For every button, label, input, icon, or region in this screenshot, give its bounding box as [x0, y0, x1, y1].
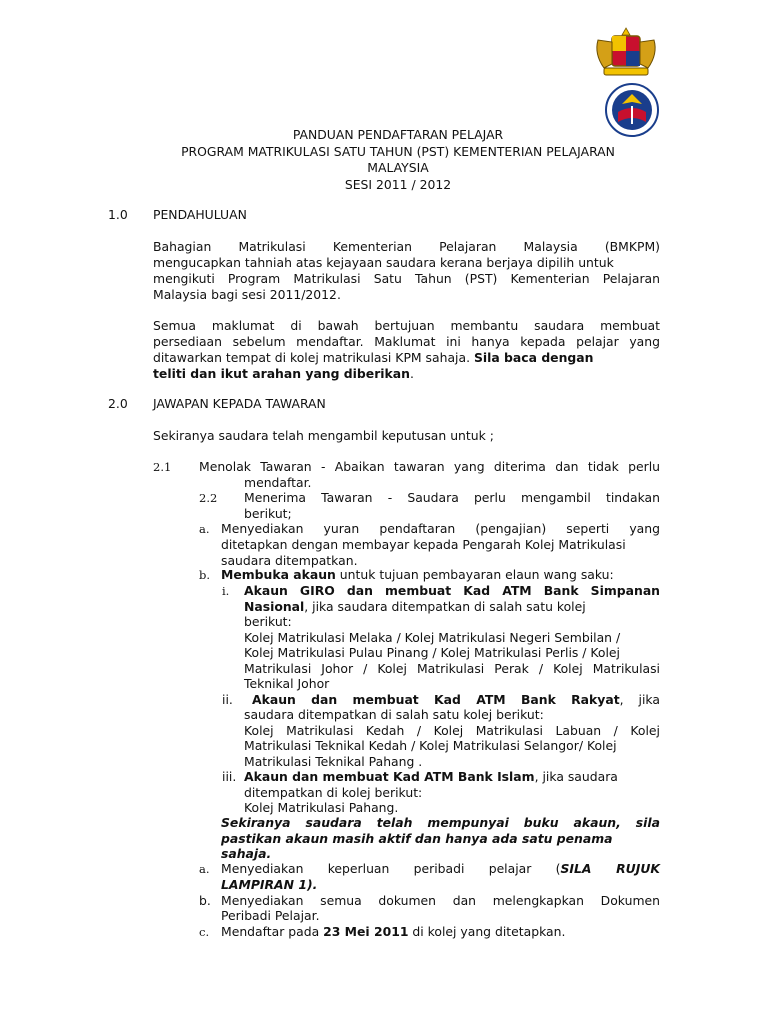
s1-p1-line-1: Bahagian Matrikulasi Kementerian Pelajaran Malaysia (BMKPM)	[153, 239, 660, 254]
s2-intro: Sekiranya saudara telah mengambil keputusan untuk ;	[153, 428, 494, 443]
item-ii-line-1	[252, 692, 660, 708]
s1-p1-line-4: Malaysia bagi sesi 2011/2012.	[153, 287, 341, 302]
account-note-line-2: pastikan akaun masih aktif dan hanya ada satu penama	[221, 831, 613, 846]
item-c1-bold-italic: SILA RUJUK	[560, 861, 660, 876]
item-a-mark: a.	[199, 522, 210, 536]
item-c2-line-2: Peribadi Pelajar.	[221, 908, 320, 923]
item-iii-line-2: ditempatkan di kolej berikut:	[244, 785, 423, 800]
s1-p2-bold-b: teliti dan ikut arahan yang diberikan	[153, 366, 410, 381]
item-a-line-2: ditetapkan dengan membayar kepada Pengarah Kolej Matrikulasi	[221, 537, 626, 552]
title-line-3: MALAYSIA	[367, 160, 429, 175]
account-note-line-3: sahaja.	[221, 846, 272, 861]
s1-p2-end: .	[409, 366, 414, 381]
item-iii-rest: , jika saudara	[534, 769, 618, 784]
item-ii-line-2: saudara ditempatkan di salah satu kolej berikut:	[244, 707, 544, 722]
item-ii-rest: , jika	[619, 692, 660, 707]
item-iii-line-1	[244, 769, 618, 785]
item-i-line-4: Kolej Matrikulasi Melaka / Kolej Matrikulasi Negeri Sembilan /	[244, 630, 621, 645]
item-i-mark: i.	[222, 584, 230, 598]
item-i-line-3: berikut:	[244, 614, 292, 629]
section-1-number: 1.0	[108, 207, 128, 222]
item-iii-mark: iii.	[222, 769, 237, 784]
s1-p2-line-1: Semua maklumat di bawah bertujuan membantu saudara membuat	[153, 318, 660, 333]
item-2-1-line-2: mendaftar.	[244, 475, 312, 490]
item-ii-line-3: Kolej Matrikulasi Kedah / Kolej Matrikulasi Labuan / Kolej	[244, 723, 660, 738]
account-note-line-1: Sekiranya saudara telah mempunyai buku akaun, sila	[221, 815, 660, 830]
s1-p2-line-3-text: ditawarkan tempat di kolej matrikulasi KPM sahaja.	[153, 350, 471, 365]
title-line-2: PROGRAM MATRIKULASI SATU TAHUN (PST) KEMENTERIAN PELAJARAN	[181, 143, 615, 159]
s1-p2-line-3	[153, 350, 593, 366]
title-line-4: SESI 2011 / 2012	[344, 176, 452, 192]
item-iii-bold: Akaun dan membuat Kad ATM Bank Islam	[244, 769, 535, 784]
item-2-2-line-2: berikut;	[244, 506, 292, 521]
item-iii-line-3: Kolej Matrikulasi Pahang.	[244, 800, 399, 815]
item-i-line-1	[244, 583, 660, 599]
document-title	[100, 127, 696, 193]
s1-p2-bold-a: Sila baca dengan	[473, 350, 594, 365]
item-ii-line-4: Matrikulasi Teknikal Kedah / Kolej Matrikulasi Selangor/ Kolej	[244, 738, 617, 753]
item-2-1-number: 2.1	[153, 460, 172, 474]
item-i-line-2	[244, 599, 586, 615]
item-c3-mark: c.	[199, 925, 210, 939]
item-c1-mark: a.	[199, 862, 210, 876]
title-line-1: PANDUAN PENDAFTARAN PELAJAR	[292, 127, 504, 142]
item-c3-date: 23 Mei 2011	[323, 924, 409, 939]
item-i-bold-1: Akaun GIRO dan membuat Kad ATM Bank Simpanan	[244, 583, 660, 598]
s1-p2-line-4	[153, 366, 414, 382]
item-b-rest: untuk tujuan pembayaran elaun wang saku:	[335, 567, 614, 582]
item-2-2-line-1: Menerima Tawaran - Saudara perlu mengambil tindakan	[244, 490, 660, 505]
item-c3-text-a: Mendaftar pada	[221, 924, 324, 939]
item-i-line-5: Kolej Matrikulasi Pulau Pinang / Kolej Matrikulasi Perlis / Kolej	[244, 645, 620, 660]
item-b-line	[221, 567, 614, 583]
item-ii-bold: Akaun dan membuat Kad ATM Bank Rakyat	[252, 692, 620, 707]
item-i-line-6: Matrikulasi Johor / Kolej Matrikulasi Perak / Kolej Matrikulasi	[244, 661, 660, 676]
item-c1-line-2: LAMPIRAN 1).	[221, 877, 318, 892]
s1-p2-line-2: persediaan sebelum mendaftar. Maklumat ini hanya kepada pelajar yang	[153, 334, 660, 349]
item-c3-line	[221, 924, 565, 940]
item-ii-line-5: Matrikulasi Teknikal Pahang .	[244, 754, 423, 769]
item-c2-line-1: Menyediakan semua dokumen dan melengkapkan Dokumen	[221, 893, 660, 908]
item-a-line-1: Menyediakan yuran pendaftaran (pengajian) seperti yang	[221, 521, 660, 536]
item-i-bold-2: Nasional	[244, 599, 305, 614]
item-b-mark: b.	[199, 568, 211, 582]
item-b-bold: Membuka akaun	[221, 567, 336, 582]
item-c3-text-b: di kolej yang ditetapkan.	[408, 924, 566, 939]
item-i-line-7: Teknikal Johor	[244, 676, 330, 691]
item-c1-line-1	[221, 861, 660, 877]
item-2-1-line-1: Menolak Tawaran - Abaikan tawaran yang diterima dan tidak perlu	[199, 459, 660, 474]
s1-p1-line-2: mengucapkan tahniah atas kejayaan saudara kerana berjaya dipilih untuk	[153, 255, 614, 270]
section-2-number: 2.0	[108, 396, 128, 411]
item-c2-mark: b.	[199, 893, 211, 908]
item-i-rest-2: , jika saudara ditempatkan di salah satu kolej	[304, 599, 586, 614]
item-c1-text: Menyediakan keperluan peribadi pelajar (	[221, 861, 561, 876]
section-2-heading: JAWAPAN KEPADA TAWARAN	[153, 396, 326, 411]
item-ii-mark: ii.	[222, 692, 233, 707]
s1-p1-line-3: mengikuti Program Matrikulasi Satu Tahun (PST) Kementerian Pelajaran	[153, 271, 660, 286]
item-2-2-number: 2.2	[199, 491, 218, 505]
item-a-line-3: saudara ditempatkan.	[221, 553, 358, 568]
section-1-heading: PENDAHULUAN	[153, 207, 247, 222]
malaysia-coat-of-arms-icon	[590, 26, 662, 78]
